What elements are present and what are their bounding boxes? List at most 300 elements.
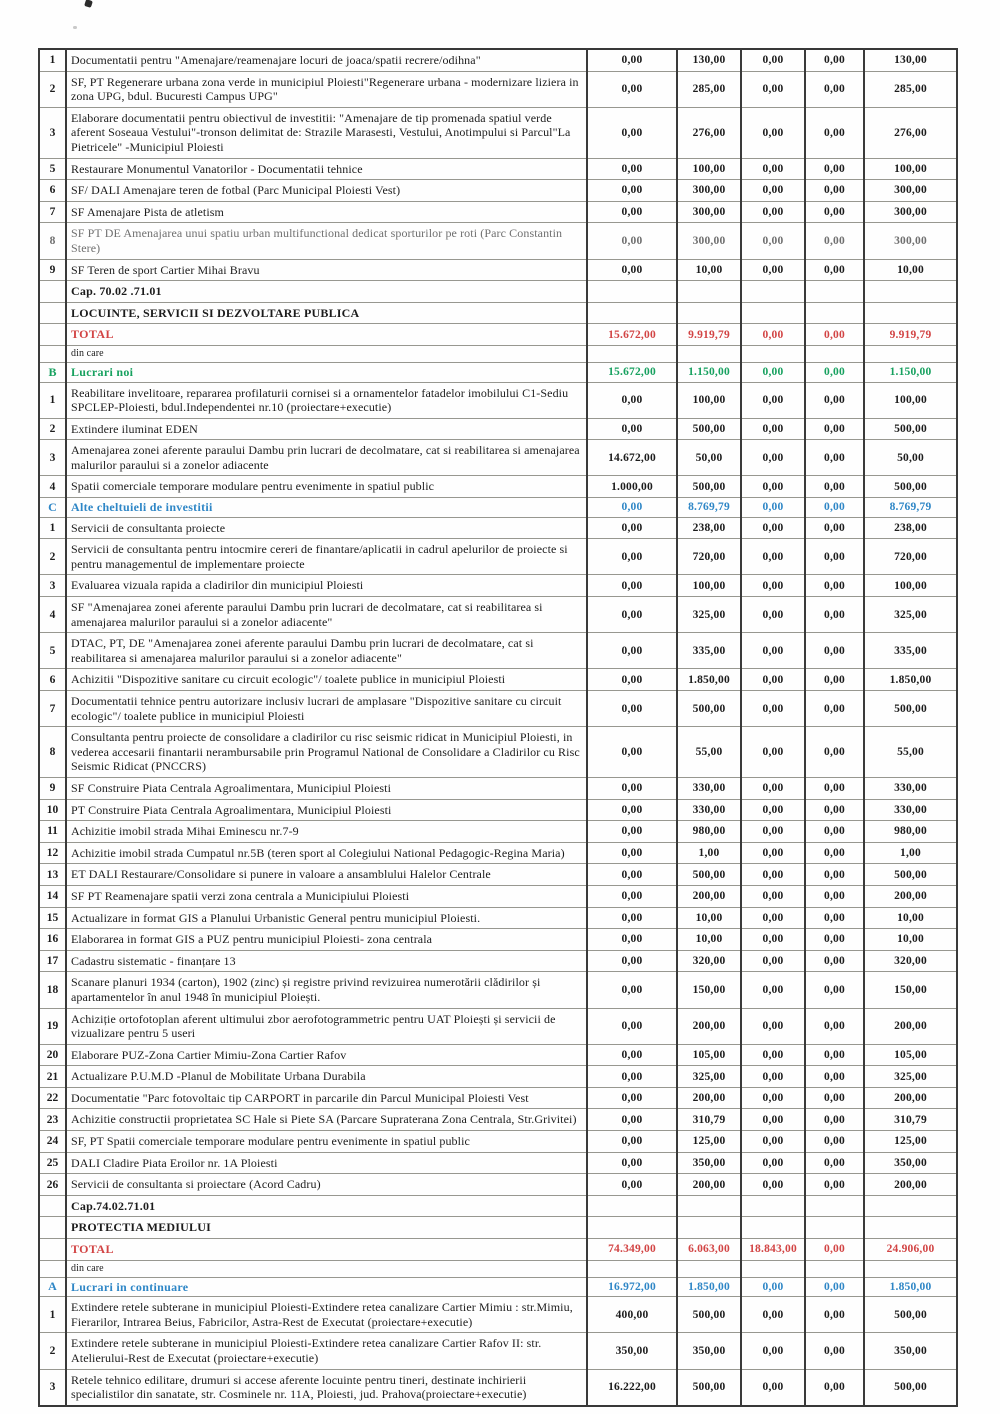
row-value: 200,00	[677, 1087, 741, 1109]
table-row	[39, 362, 957, 382]
row-value: 285,00	[864, 71, 957, 107]
row-value: 0,00	[587, 382, 677, 418]
row-description: SF, PT Regenerare urbana zona verde in municipiul Ploiesti"Regenerare urbana - modernizare liziera in zona UPG, bdul. Bucuresti Campus UPG"	[66, 71, 587, 107]
table-row	[39, 440, 957, 476]
row-value	[741, 1260, 805, 1277]
row-value: 0,00	[741, 633, 805, 669]
row-value: 325,00	[864, 597, 957, 633]
budget-table-body	[39, 49, 957, 1406]
row-value: 0,00	[587, 201, 677, 223]
row-value: 400,00	[587, 1297, 677, 1333]
row-value: 500,00	[677, 691, 741, 727]
row-number: 22	[39, 1087, 66, 1109]
row-value: 0,00	[805, 1131, 864, 1153]
row-number	[39, 345, 66, 362]
row-value: 0,00	[587, 107, 677, 158]
row-value: 1.150,00	[677, 362, 741, 382]
row-value: 0,00	[805, 1174, 864, 1196]
row-value: 0,00	[805, 929, 864, 951]
table-row	[39, 1333, 957, 1369]
table-row	[39, 539, 957, 575]
row-number: 2	[39, 418, 66, 440]
table-row	[39, 498, 957, 518]
row-number: 2	[39, 539, 66, 575]
row-description: Spatii comerciale temporare modulare pentru evenimente in spatiul public	[66, 476, 587, 498]
row-value: 276,00	[864, 107, 957, 158]
row-value: 0,00	[741, 864, 805, 886]
row-value: 980,00	[864, 821, 957, 843]
row-number: 25	[39, 1152, 66, 1174]
row-value: 50,00	[677, 440, 741, 476]
row-value: 74.349,00	[587, 1239, 677, 1261]
row-value: 0,00	[587, 842, 677, 864]
row-value: 0,00	[805, 597, 864, 633]
row-value	[805, 1217, 864, 1239]
row-description: DTAC, PT, DE "Amenajarea zonei aferente paraului Dambu prin lucrari de decolmatare, cat si reabilitarea si amenajarea malurilor paraului si a zonelor adiacente"	[66, 633, 587, 669]
row-value: 0,00	[587, 950, 677, 972]
row-value: 0,00	[741, 49, 805, 71]
row-number: 19	[39, 1008, 66, 1044]
row-value	[587, 1260, 677, 1277]
table-row	[39, 223, 957, 259]
table-row	[39, 1239, 957, 1261]
row-value: 0,00	[805, 382, 864, 418]
row-value: 300,00	[677, 223, 741, 259]
row-number	[39, 281, 66, 303]
row-value: 55,00	[864, 727, 957, 778]
row-value: 8.769,79	[864, 498, 957, 518]
row-value: 0,00	[805, 362, 864, 382]
row-number: 3	[39, 107, 66, 158]
row-description: SF "Amenajarea zonei aferente paraului Dambu prin lucrari de decolmatare, cat si reabilitarea si amenajarea malurilor paraului si a zonelor adiacente"	[66, 597, 587, 633]
row-value	[805, 302, 864, 324]
row-value: 0,00	[741, 517, 805, 539]
row-number: 9	[39, 777, 66, 799]
row-value: 0,00	[741, 597, 805, 633]
row-value: 300,00	[677, 201, 741, 223]
row-value: 0,00	[741, 223, 805, 259]
row-value: 0,00	[805, 1044, 864, 1066]
row-value: 0,00	[587, 1174, 677, 1196]
row-value: 15.672,00	[587, 324, 677, 346]
row-value	[864, 1195, 957, 1217]
row-value: 100,00	[864, 382, 957, 418]
row-value: 0,00	[805, 1087, 864, 1109]
row-value: 0,00	[805, 418, 864, 440]
row-value	[864, 281, 957, 303]
row-value: 0,00	[805, 727, 864, 778]
row-value: 0,00	[805, 107, 864, 158]
table-row	[39, 418, 957, 440]
row-value: 285,00	[677, 71, 741, 107]
row-number: 14	[39, 885, 66, 907]
row-value	[805, 281, 864, 303]
row-description: Lucrari noi	[66, 362, 587, 382]
row-value: 0,00	[805, 691, 864, 727]
table-row	[39, 1217, 957, 1239]
row-value: 0,00	[741, 799, 805, 821]
row-description: SF PT Reamenajare spatii verzi zona centrala a Municipiului Ploiesti	[66, 885, 587, 907]
row-value: 0,00	[587, 777, 677, 799]
row-description: Elaborare PUZ-Zona Cartier Mimiu-Zona Cartier Rafov	[66, 1044, 587, 1066]
row-value: 0,00	[741, 1333, 805, 1369]
row-value: 0,00	[587, 158, 677, 180]
table-row	[39, 324, 957, 346]
row-description: Cap. 70.02 .71.01	[66, 281, 587, 303]
row-value: 150,00	[864, 972, 957, 1008]
table-row	[39, 158, 957, 180]
row-value: 0,00	[741, 1131, 805, 1153]
row-value: 0,00	[741, 71, 805, 107]
row-value: 0,00	[805, 633, 864, 669]
row-value: 0,00	[805, 1369, 864, 1406]
row-value: 330,00	[864, 777, 957, 799]
row-number: 10	[39, 799, 66, 821]
row-value: 0,00	[741, 440, 805, 476]
row-value: 0,00	[741, 950, 805, 972]
row-number: 15	[39, 907, 66, 929]
row-value: 0,00	[805, 1008, 864, 1044]
row-value: 0,00	[587, 1066, 677, 1088]
row-value: 0,00	[805, 440, 864, 476]
row-value: 300,00	[864, 223, 957, 259]
row-value: 100,00	[864, 158, 957, 180]
row-number	[39, 324, 66, 346]
row-value: 330,00	[677, 777, 741, 799]
row-number: 20	[39, 1044, 66, 1066]
row-value: 0,00	[741, 929, 805, 951]
table-row	[39, 1131, 957, 1153]
row-value: 10,00	[864, 259, 957, 281]
row-description: Achizitii "Dispozitive sanitare cu circuit ecologic"/ toalete publice in municipiul Ploiesti	[66, 669, 587, 691]
row-number: 13	[39, 864, 66, 886]
row-value: 350,00	[587, 1333, 677, 1369]
table-row	[39, 517, 957, 539]
row-value: 0,00	[741, 727, 805, 778]
row-value: 0,00	[587, 1131, 677, 1153]
row-number: 12	[39, 842, 66, 864]
row-number	[39, 302, 66, 324]
row-value: 0,00	[587, 1152, 677, 1174]
row-value: 200,00	[864, 1087, 957, 1109]
row-description: Servicii de consultanta pentru intocmire cereri de finantare/aplicatii in cadrul apelurilor de proiecte si pentru managementul de implementare proiecte	[66, 539, 587, 575]
table-row	[39, 1109, 957, 1131]
row-description: Achizitie constructii proprietatea SC Hale si Piete SA (Parcare Supraterana Zona Centrala, Str.Grivitei)	[66, 1109, 587, 1131]
row-number: B	[39, 362, 66, 382]
row-number: 11	[39, 821, 66, 843]
row-value: 0,00	[741, 1087, 805, 1109]
row-value: 0,00	[805, 498, 864, 518]
row-number: 3	[39, 440, 66, 476]
row-value: 9.919,79	[677, 324, 741, 346]
row-value: 6.063,00	[677, 1239, 741, 1261]
row-value: 0,00	[741, 259, 805, 281]
row-value: 335,00	[677, 633, 741, 669]
row-number: 8	[39, 727, 66, 778]
table-row	[39, 1066, 957, 1088]
table-row	[39, 1369, 957, 1406]
row-description: Extindere iluminat EDEN	[66, 418, 587, 440]
row-value: 500,00	[864, 1369, 957, 1406]
row-value: 18.843,00	[741, 1239, 805, 1261]
row-description: Actualizare in format GIS a Planului Urbanistic General pentru municipiul Ploiesti.	[66, 907, 587, 929]
row-value	[677, 281, 741, 303]
row-value: 0,00	[587, 1109, 677, 1131]
row-value: 125,00	[864, 1131, 957, 1153]
row-value: 0,00	[741, 180, 805, 202]
row-value: 0,00	[805, 799, 864, 821]
row-value: 500,00	[864, 864, 957, 886]
row-value: 200,00	[677, 885, 741, 907]
row-value: 0,00	[805, 259, 864, 281]
row-number: 1	[39, 382, 66, 418]
row-value: 200,00	[677, 1174, 741, 1196]
row-value: 16.222,00	[587, 1369, 677, 1406]
row-value: 0,00	[741, 539, 805, 575]
row-number	[39, 1217, 66, 1239]
row-value: 0,00	[805, 158, 864, 180]
row-value	[677, 1217, 741, 1239]
table-row	[39, 1008, 957, 1044]
row-description: Retele tehnico edilitare, drumuri si accese aferente locuinte pentru tineri, destinate inchirierii specialistilor din sanatate, str. Cosminele nr. 11A, Ploiesti, jud. Prahova(proiectare+executie)	[66, 1369, 587, 1406]
table-row	[39, 821, 957, 843]
table-row	[39, 885, 957, 907]
row-value: 350,00	[677, 1333, 741, 1369]
row-value: 0,00	[741, 691, 805, 727]
row-value: 0,00	[805, 517, 864, 539]
row-description: Cadastru sistematic - finanțare 13	[66, 950, 587, 972]
row-value: 0,00	[805, 1109, 864, 1131]
row-value	[864, 1217, 957, 1239]
row-value: 0,00	[805, 71, 864, 107]
row-number: 1	[39, 49, 66, 71]
row-value: 0,00	[741, 575, 805, 597]
row-value: 0,00	[741, 1044, 805, 1066]
row-value: 0,00	[741, 669, 805, 691]
row-description: PROTECTIA MEDIULUI	[66, 1217, 587, 1239]
row-value: 8.769,79	[677, 498, 741, 518]
row-number: 4	[39, 597, 66, 633]
row-description: Documentatie "Parc fotovoltaic tip CARPORT in parcarile din Parcul Municipal Ploiesti Vest	[66, 1087, 587, 1109]
row-value	[677, 1260, 741, 1277]
row-value: 330,00	[864, 799, 957, 821]
row-value: 130,00	[864, 49, 957, 71]
row-value	[677, 302, 741, 324]
row-value: 0,00	[587, 821, 677, 843]
row-value: 200,00	[864, 885, 957, 907]
row-value: 325,00	[677, 597, 741, 633]
row-value: 130,00	[677, 49, 741, 71]
row-value: 1.150,00	[864, 362, 957, 382]
row-value: 980,00	[677, 821, 741, 843]
row-number: A	[39, 1277, 66, 1297]
table-row	[39, 777, 957, 799]
table-row	[39, 476, 957, 498]
row-value: 0,00	[805, 201, 864, 223]
row-value: 0,00	[805, 324, 864, 346]
row-description: Extindere retele subterane in municipiul Ploiesti-Extindere retea canalizare Cartier Rafov II: str. Atelierului-Rest de Executat (proiectare+executie)	[66, 1333, 587, 1369]
row-value: 0,00	[805, 539, 864, 575]
row-value: 1,00	[677, 842, 741, 864]
row-value: 0,00	[805, 1152, 864, 1174]
row-value: 14.672,00	[587, 440, 677, 476]
row-value: 325,00	[864, 1066, 957, 1088]
row-value	[864, 302, 957, 324]
row-description: SF Teren de sport Cartier Mihai Bravu	[66, 259, 587, 281]
row-description: din care	[66, 345, 587, 362]
table-row	[39, 597, 957, 633]
row-number: 2	[39, 71, 66, 107]
row-number: 6	[39, 669, 66, 691]
row-value: 0,00	[587, 727, 677, 778]
row-number	[39, 1239, 66, 1261]
row-value: 10,00	[677, 259, 741, 281]
table-row	[39, 1087, 957, 1109]
row-value: 500,00	[677, 418, 741, 440]
row-value	[677, 345, 741, 362]
row-value: 125,00	[677, 1131, 741, 1153]
row-value: 310,79	[677, 1109, 741, 1131]
row-value: 0,00	[587, 259, 677, 281]
row-value: 0,00	[741, 1109, 805, 1131]
row-value: 350,00	[864, 1152, 957, 1174]
row-value: 0,00	[805, 842, 864, 864]
row-description: Cap.74.02.71.01	[66, 1195, 587, 1217]
row-description: Alte cheltuieli de investitii	[66, 498, 587, 518]
row-description: Amenajarea zonei aferente paraului Dambu prin lucrari de decolmatare, cat si reabilitarea si amenajarea malurilor paraului si a zonelor adiacente	[66, 440, 587, 476]
row-description: din care	[66, 1260, 587, 1277]
row-description: DALI Cladire Piata Eroilor nr. 1A Ploiesti	[66, 1152, 587, 1174]
row-value	[805, 1195, 864, 1217]
row-description: Restaurare Monumentul Vanatorilor - Documentatii tehnice	[66, 158, 587, 180]
table-row	[39, 1297, 957, 1333]
table-row	[39, 727, 957, 778]
row-value: 0,00	[741, 418, 805, 440]
row-value: 276,00	[677, 107, 741, 158]
row-value: 0,00	[587, 972, 677, 1008]
row-value: 0,00	[805, 864, 864, 886]
row-value: 0,00	[587, 223, 677, 259]
table-row	[39, 1174, 957, 1196]
row-value: 0,00	[587, 71, 677, 107]
row-description: ET DALI Restaurare/Consolidare si punere in valoare a ansamblului Halelor Centrale	[66, 864, 587, 886]
row-value	[864, 345, 957, 362]
row-number: 1	[39, 1297, 66, 1333]
row-description: Reabilitare invelitoare, repararea profilaturii cornisei si a ornamentelor fatadelor imobilului C1-Sediu SPCLEP-Ploiesti, bdul.Independentei nr.10 (proiectare+executie)	[66, 382, 587, 418]
row-value: 0,00	[741, 1277, 805, 1297]
row-value: 335,00	[864, 633, 957, 669]
row-value: 720,00	[864, 539, 957, 575]
row-value: 0,00	[741, 907, 805, 929]
row-value: 0,00	[805, 223, 864, 259]
row-value: 0,00	[805, 1066, 864, 1088]
table-row	[39, 259, 957, 281]
row-value: 0,00	[587, 691, 677, 727]
row-value: 10,00	[677, 907, 741, 929]
row-value: 24.906,00	[864, 1239, 957, 1261]
row-value: 100,00	[677, 575, 741, 597]
row-value: 1.850,00	[677, 669, 741, 691]
row-number: 4	[39, 476, 66, 498]
row-value	[677, 1195, 741, 1217]
row-number: 23	[39, 1109, 66, 1131]
investment-budget-table	[38, 48, 958, 1407]
table-row	[39, 691, 957, 727]
row-value: 200,00	[864, 1174, 957, 1196]
row-value: 300,00	[864, 180, 957, 202]
row-value: 100,00	[677, 382, 741, 418]
row-number: 1	[39, 517, 66, 539]
row-value: 0,00	[805, 1333, 864, 1369]
row-description: TOTAL	[66, 1239, 587, 1261]
row-value: 9.919,79	[864, 324, 957, 346]
table-row	[39, 669, 957, 691]
table-row	[39, 382, 957, 418]
row-number: 7	[39, 201, 66, 223]
row-number: C	[39, 498, 66, 518]
row-value: 0,00	[741, 324, 805, 346]
row-value: 100,00	[677, 158, 741, 180]
row-value: 200,00	[677, 1008, 741, 1044]
row-description: Consultanta pentru proiecte de consolidare a cladirilor cu risc seismic ridicat in Municipiul Ploiesti, in vederea accesarii finantarii nerambursabile prin Programul National de Consolidare a Cladirilor cu Risc Seismic Ridicat (PNCCRS)	[66, 727, 587, 778]
row-value: 10,00	[864, 907, 957, 929]
row-value: 500,00	[677, 864, 741, 886]
table-row	[39, 929, 957, 951]
row-value: 0,00	[587, 885, 677, 907]
table-row	[39, 345, 957, 362]
row-description: LOCUINTE, SERVICII SI DEZVOLTARE PUBLICA	[66, 302, 587, 324]
row-description: Scanare planuri 1934 (carton), 1902 (zinc) și registre privind revizuirea numerotării clădirilor și apartamentelor în anul 1948 în municipiul Ploiești.	[66, 972, 587, 1008]
row-value	[741, 281, 805, 303]
row-value: 350,00	[864, 1333, 957, 1369]
row-value: 0,00	[587, 1087, 677, 1109]
row-value: 500,00	[864, 691, 957, 727]
row-value: 238,00	[677, 517, 741, 539]
row-value: 0,00	[805, 1239, 864, 1261]
row-number: 5	[39, 633, 66, 669]
row-value: 0,00	[741, 201, 805, 223]
row-value: 105,00	[864, 1044, 957, 1066]
row-value: 0,00	[587, 418, 677, 440]
row-value: 500,00	[677, 1369, 741, 1406]
row-value: 0,00	[805, 972, 864, 1008]
row-value: 0,00	[805, 821, 864, 843]
row-description: Servicii de consultanta si proiectare (Acord Cadru)	[66, 1174, 587, 1196]
row-value: 0,00	[805, 777, 864, 799]
row-value: 1,00	[864, 842, 957, 864]
table-row	[39, 1195, 957, 1217]
row-value: 1.850,00	[864, 669, 957, 691]
row-number: 3	[39, 1369, 66, 1406]
row-value: 500,00	[864, 1297, 957, 1333]
row-description: SF/ DALI Amenajare teren de fotbal (Parc Municipal Ploiesti Vest)	[66, 180, 587, 202]
row-number: 5	[39, 158, 66, 180]
row-value	[587, 1217, 677, 1239]
row-value: 0,00	[587, 1008, 677, 1044]
row-value: 0,00	[587, 633, 677, 669]
table-row	[39, 107, 957, 158]
row-value: 55,00	[677, 727, 741, 778]
row-value: 0,00	[741, 1174, 805, 1196]
row-value: 0,00	[741, 777, 805, 799]
row-number: 2	[39, 1333, 66, 1369]
row-value: 500,00	[677, 476, 741, 498]
row-value: 0,00	[741, 382, 805, 418]
row-description: PT Construire Piata Centrala Agroalimentara, Municipiul Ploiesti	[66, 799, 587, 821]
row-value: 320,00	[677, 950, 741, 972]
row-number: 8	[39, 223, 66, 259]
row-value	[741, 1217, 805, 1239]
